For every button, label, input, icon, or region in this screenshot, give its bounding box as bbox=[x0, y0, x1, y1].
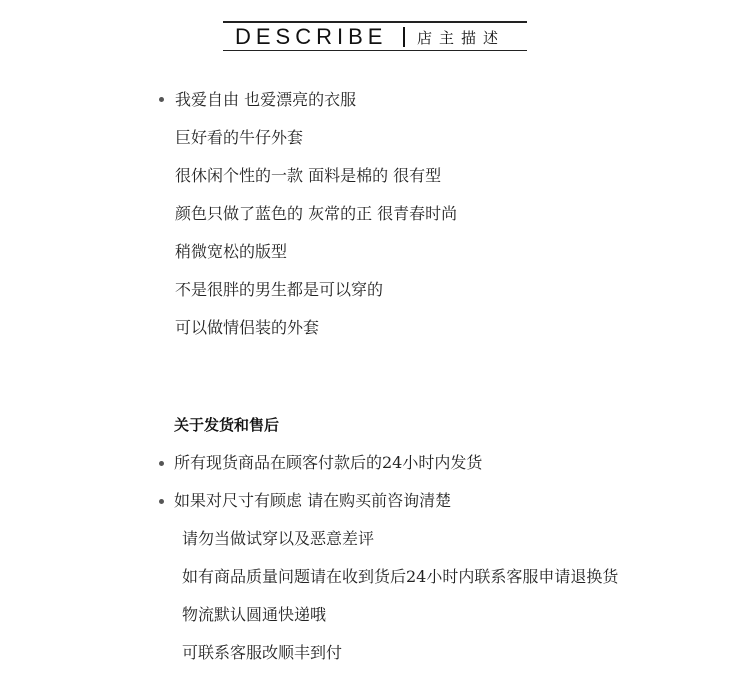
bullet-icon bbox=[159, 97, 164, 102]
shipping-line: 请勿当做试穿以及恶意差评 bbox=[182, 529, 375, 548]
description-line: 很休闲个性的一款 面料是棉的 很有型 bbox=[175, 166, 442, 185]
description-line: 颜色只做了蓝色的 灰常的正 很青春时尚 bbox=[175, 204, 458, 223]
shipping-line: 物流默认圆通快递哦 bbox=[182, 605, 327, 624]
describe-header bbox=[223, 21, 527, 51]
shipping-line: 所有现货商品在顾客付款后的24小时内发货 bbox=[174, 453, 483, 472]
description-line: 我爱自由 也爱漂亮的衣服 bbox=[175, 90, 357, 109]
shipping-section-title: 关于发货和售后 bbox=[174, 416, 280, 434]
description-line: 巨好看的牛仔外套 bbox=[175, 128, 304, 147]
bullet-icon bbox=[159, 499, 164, 504]
bullet-icon bbox=[159, 461, 164, 466]
shipping-line: 如果对尺寸有顾虑 请在购买前咨询清楚 bbox=[174, 491, 452, 510]
shipping-line: 可联系客服改顺丰到付 bbox=[182, 643, 343, 662]
header-divider bbox=[403, 27, 405, 47]
shipping-line: 如有商品质量问题请在收到货后24小时内联系客服申请退换货 bbox=[182, 567, 619, 586]
description-line: 不是很胖的男生都是可以穿的 bbox=[175, 280, 384, 299]
description-line: 可以做情侣装的外套 bbox=[175, 318, 320, 337]
header-title-en: DESCRIBE bbox=[235, 24, 388, 49]
description-line: 稍微宽松的版型 bbox=[175, 242, 288, 261]
header-title-cn: 店主描述 bbox=[417, 29, 506, 47]
